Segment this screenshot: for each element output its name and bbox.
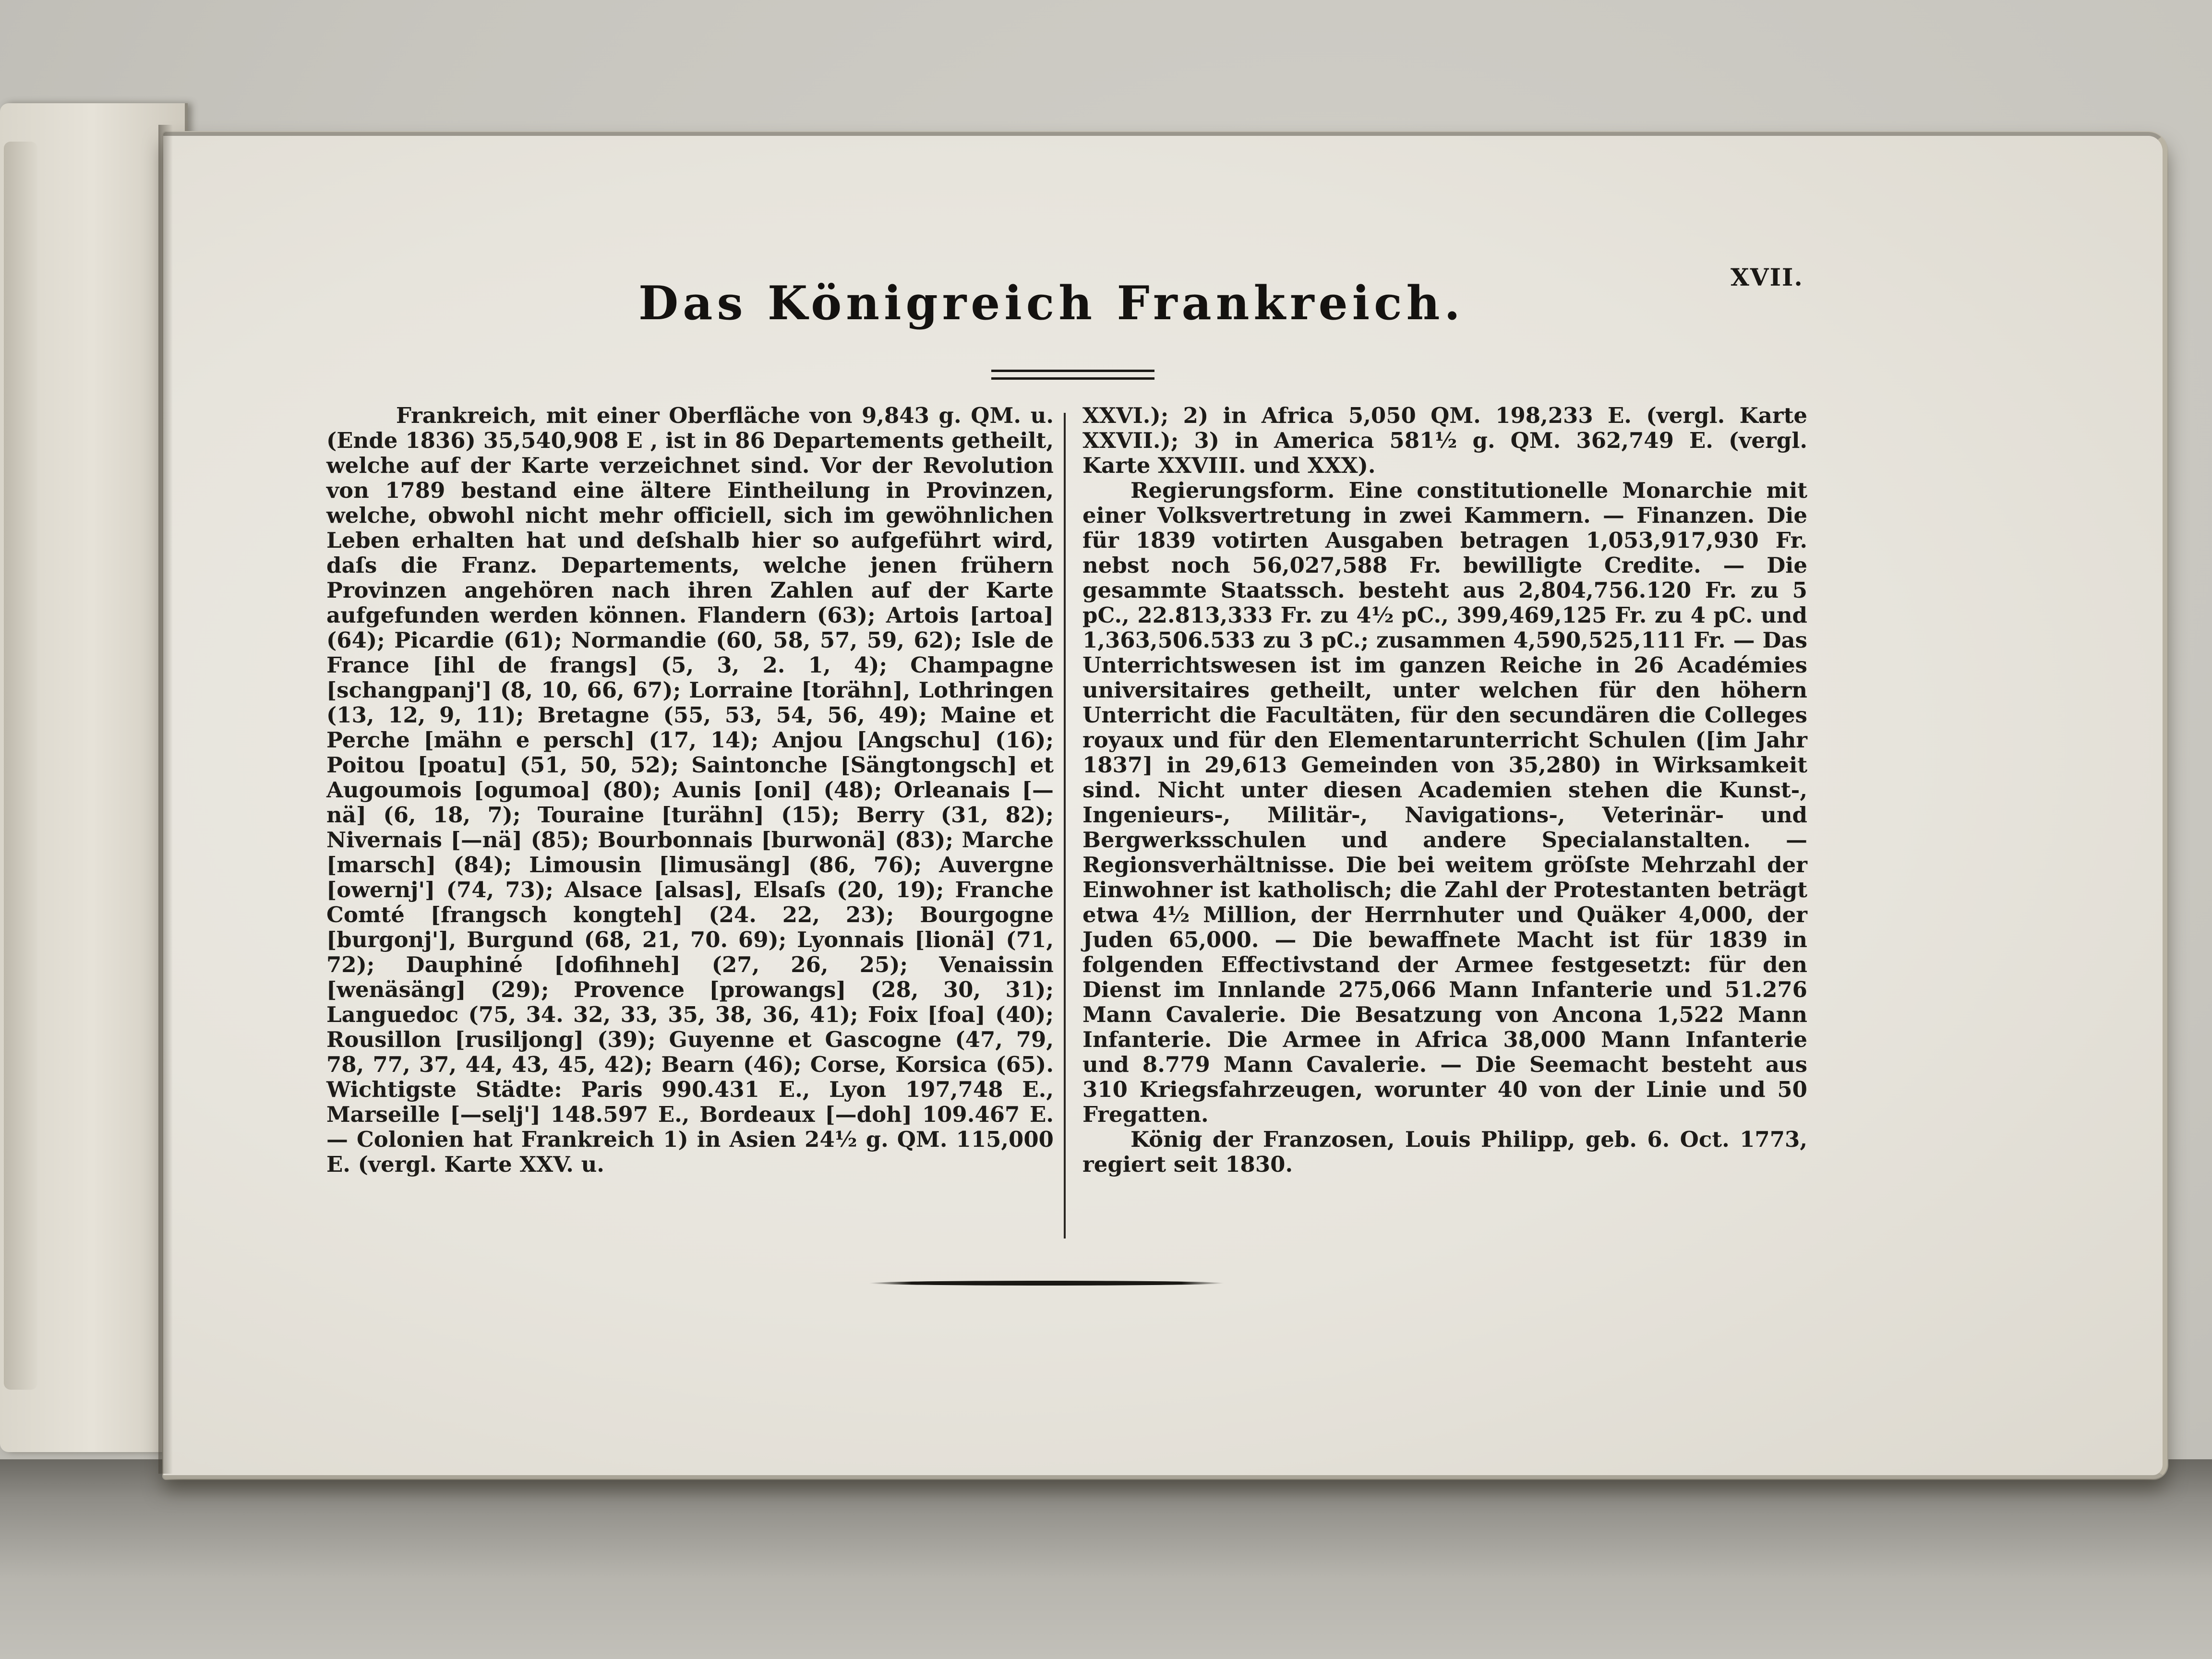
spine-shadow [158,125,173,1474]
title-rule-bottom [991,377,1154,380]
page-edge [4,142,37,1390]
end-ornament-rule [869,1281,1224,1286]
title-rule-top [991,370,1154,372]
column-divider [1064,413,1066,1238]
right-column-paragraph-3: König der Franzosen, Louis Philipp, geb. 6. Oct. 1773, regiert seit 1830. [1082,1127,1807,1177]
left-column-paragraph: Frankreich, mit einer Oberfläche von 9,843 g. QM. u. (Ende 1836) 35,540,908 E , ist in 86 Departements getheilt, welche auf der Karte verzeichnet sind. Vor der Revolution von 1789 bestand eine ältere Eintheilung in Provinzen, welche, obwohl nicht mehr officiell, sich im gewöhnlichen Leben erhalten hat und deſshalb hier so aufgeführt wird, daſs die Franz. Departements, welche jenen frühern Provinzen angehören nach ihren Zahlen auf der Karte aufgefunden werden können. Flandern (63); Artois [artoa] (64); Picardie (61); Normandie (60, 58, 57, 59, 62); Isle de France [ihl de frangs] (5, 3, 2. 1, 4); Champagne [schangpanj'] (8, 10, 66, 67); Lorraine [torähn], Lothringen (13, 12, 9, 11); Bretagne (55, 53, 54, 56, 49); Maine et Perche [mähn e persch] (17, 14); Anjou [Angschu] (16); Poitou [poatu] (51, 50, 52); Saintonche [Sängtongsch] et Augoumois [ogumoa] (80); Aunis [oni] (48); Orleanais [—nä] (6, 18, 7); Touraine [turähn] (15); Berry (31, 82); Nivernais [—nä] (85); Bourbonnais [burwonä] (83); Marche [marsch] (84); Limousin [limusäng] (86, 76); Auvergne [owernj'] (74, 73); Alsace [alsas], Elsaſs (20, 19); Franche Comté [frangsch kongteh] (24. 22, 23); Bourgogne [burgonj'], Burgund (68, 21, 70. 69); Lyonnais [lionä] (71, 72); Dauphiné [dofihneh] (27, 26, 25); Venaissin [wenäsäng] (29); Provence [prowangs] (28, 30, 31); Languedoc (75, 34. 32, 33, 35, 38, 36, 41); Foix [foa] (40); Rousillon [rusiljong] (39); Guyenne et Gascogne (47, 79, 78, 77, 37, 44, 43, 45, 42); Bearn (46); Corse, Korsica (65). Wichtigste Städte: Paris 990.431 E., Lyon 197,748 E., Marseille [—selj'] 148.597 E., Bordeaux [—doh] 109.467 E. — Colonien hat Frankreich 1) in Asien 24½ g. QM. 115,000 E. (vergl. Karte XXV. u. [326,403,1054,1177]
table-shadow [0,1459,2212,1659]
right-column-paragraph-1: XXVI.); 2) in Africa 5,050 QM. 198,233 E. (vergl. Karte XXVII.); 3) in America 581½ g. QM. 362,749 E. (vergl. Karte XXVIII. und XXX). [1082,403,1807,478]
page-title: Das Königreich Frankreich. [638,276,1465,330]
right-column [1082,403,1807,1177]
page-number: XVII. [1731,263,1803,291]
left-column [326,403,1054,1177]
right-column-paragraph-2: Regierungsform. Eine constitutionelle Monarchie mit einer Volksvertretung in zwei Kammern. — Finanzen. Die für 1839 votirten Ausgaben betragen 1,053,917,930 Fr. nebst noch 56,027,588 Fr. bewilligte Credite. — Die gesammte Staatssch. besteht aus 2,804,756.120 Fr. zu 5 pC., 22.813,333 Fr. zu 4½ pC., 399,469,125 Fr. zu 4 pC. und 1,363,506.533 zu 3 pC.; zusammen 4,590,525,111 Fr. — Das Unterrichtswesen ist im ganzen Reiche in 26 Académies universitaires getheilt, unter welchen für den höhern Unterricht die Facultäten, für den secundären die Colleges royaux und für den Elementarunterricht Schulen ([im Jahr 1837] in 29,613 Gemeinden von 35,280) in Wirksamkeit sind. Nicht unter diesen Academien stehen die Kunst-, Ingenieurs-, Militär-, Navigations-, Veterinär- und Bergwerksschulen und andere Specialanstalten. — Regionsverhältnisse. Die bei weitem gröſste Mehrzahl der Einwohner ist katholisch; die Zahl der Protestanten beträgt etwa 4½ Million, der Herrnhuter und Quäker 4,000, der Juden 65,000. — Die bewaffnete Macht ist für 1839 in folgenden Effectivstand der Armee festgesetzt: für den Dienst im Innlande 275,066 Mann Infanterie und 51.276 Mann Cavalerie. Die Besatzung von Ancona 1,522 Mann Infanterie. Die Armee in Africa 38,000 Mann Infanterie und 8.779 Mann Cavalerie. — Die Seemacht besteht aus 310 Kriegsfahrzeugen, worunter 40 von der Linie und 50 Fregatten. [1082,478,1807,1127]
